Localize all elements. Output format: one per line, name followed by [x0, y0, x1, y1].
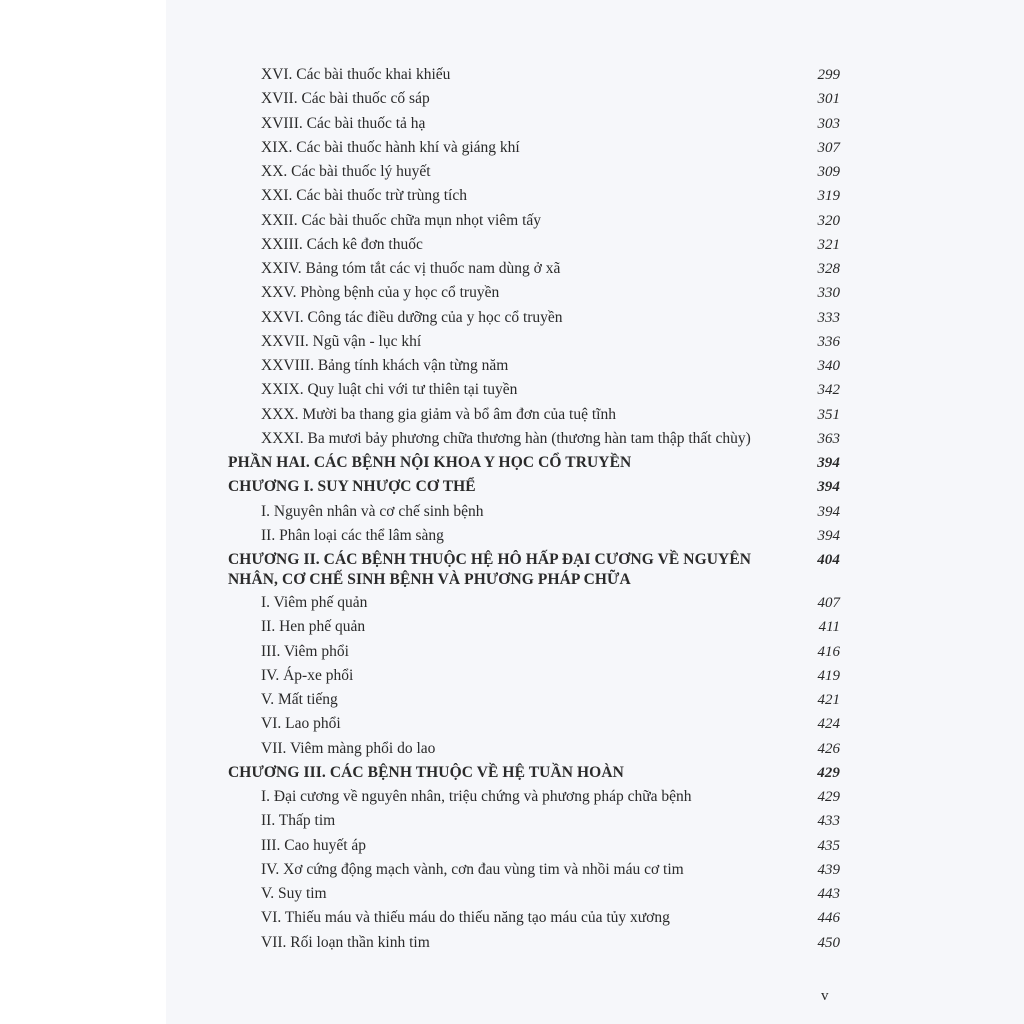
toc-entry-page: 394: [817, 479, 840, 496]
toc-entry: [228, 882, 840, 906]
toc-entry: [228, 87, 840, 111]
toc-entry-page: 321: [817, 236, 840, 253]
toc-heading: [228, 475, 840, 499]
toc-entry: [228, 306, 840, 330]
toc-entry-page: 443: [817, 886, 840, 902]
toc-entry: [228, 500, 840, 524]
toc-entry-page: 407: [817, 595, 840, 611]
toc-entry-title: CHƯƠNG II. CÁC BỆNH THUỘC HỆ HÔ HẤP ĐẠI CƯƠNG VỀ NGUYÊN NHÂN, CƠ CHẾ SINH BỆNH VÀ PHƯƠNG PHÁP CHỮA: [228, 551, 752, 588]
toc-entry-page: 433: [817, 813, 840, 830]
toc-entry-page: 450: [817, 934, 840, 951]
toc-entry-title: XXI. Các bài thuốc trừ trùng tích: [261, 187, 467, 205]
toc-entry: [228, 931, 840, 955]
toc-entry: [228, 858, 840, 882]
toc-entry: [228, 136, 840, 160]
toc-entry-title: XXV. Phòng bệnh của y học cổ truyền: [261, 284, 500, 302]
toc-entry: [228, 640, 840, 664]
toc-entry-title: V. Mất tiếng: [261, 691, 338, 708]
toc-entry: [228, 257, 840, 281]
toc-entry-title: V. Suy tim: [261, 885, 327, 902]
toc-entry-title: II. Thấp tim: [261, 812, 336, 830]
toc-entry-title: IV. Áp-xe phổi: [261, 666, 354, 684]
toc-entry-title: XXXI. Ba mươi bảy phương chữa thương hàn (thương hàn tam thập thất chùy): [261, 429, 751, 447]
toc-entry: [228, 664, 840, 688]
toc-entry-title: II. Phân loại các thể lâm sàng: [261, 526, 444, 544]
toc-entry-title: XX. Các bài thuốc lý huyết: [261, 163, 431, 180]
toc-entry-title: I. Đại cương về nguyên nhân, triệu chứng và phương pháp chữa bệnh: [261, 788, 692, 805]
toc-entry-page: 342: [817, 382, 840, 399]
toc-entry-title: VII. Rối loạn thần kinh tim: [261, 933, 430, 951]
toc-entry-page: 394: [817, 527, 840, 544]
toc-entry-title: XXIII. Cách kê đơn thuốc: [261, 235, 423, 253]
toc-entry-page: 394: [817, 503, 840, 520]
toc-entry-title: CHƯƠNG I. SUY NHƯỢC CƠ THỂ: [228, 478, 476, 496]
toc-entry: [228, 354, 840, 378]
toc-entry-title: XVIII. Các bài thuốc tả hạ: [261, 114, 426, 132]
toc-entry-title: XXX. Mười ba thang gia giảm và bổ âm đơn của tuệ tĩnh: [261, 405, 616, 423]
page-margin: [0, 0, 166, 1024]
toc-entry: [228, 63, 840, 87]
toc-entry-title: III. Viêm phổi: [261, 642, 349, 660]
toc-entry: [228, 112, 840, 136]
toc-entry-title: XXIV. Bảng tóm tắt các vị thuốc nam dùng ở xã: [261, 260, 561, 277]
toc-entry-page: 421: [817, 692, 840, 708]
toc-entry-title: I. Viêm phế quản: [261, 594, 368, 611]
toc-entry-page: 328: [817, 261, 840, 277]
toc-heading: [228, 451, 840, 475]
toc-entry-title: XVII. Các bài thuốc cố sáp: [261, 90, 430, 108]
toc-entry: [228, 524, 840, 548]
toc-heading: [228, 548, 840, 591]
toc-entry: [228, 209, 840, 233]
toc-entry-page: 299: [817, 67, 840, 83]
book-page: [166, 0, 1024, 1024]
toc-entry: [228, 591, 840, 615]
toc-entry-page: 435: [817, 837, 840, 854]
toc-entry: [228, 809, 840, 833]
toc-entry-title: II. Hen phế quản: [261, 618, 366, 636]
toc-entry-page: 319: [817, 188, 840, 205]
toc-entry: [228, 615, 840, 639]
table-of-contents: [228, 63, 840, 955]
toc-entry: [228, 281, 840, 305]
toc-entry-title: CHƯƠNG III. CÁC BỆNH THUỘC VỀ HỆ TUẦN HOÀN: [228, 763, 624, 781]
toc-entry-page: 330: [817, 285, 840, 302]
toc-entry-page: 416: [817, 643, 840, 660]
toc-entry-title: XXIX. Quy luật chi với tư thiên tại tuyền: [261, 381, 518, 399]
toc-entry-title: I. Nguyên nhân và cơ chế sinh bệnh: [261, 502, 484, 520]
toc-entry: [228, 233, 840, 257]
toc-entry-page: 351: [817, 406, 840, 423]
toc-entry-page: 301: [817, 91, 840, 108]
toc-entry: [228, 737, 840, 761]
toc-entry-title: IV. Xơ cứng động mạch vành, cơn đau vùng tim và nhồi máu cơ tim: [261, 860, 684, 878]
toc-heading: [228, 761, 840, 785]
page-number: v: [821, 988, 829, 1004]
toc-entry-page: 424: [817, 716, 840, 733]
toc-entry: [228, 378, 840, 402]
toc-entry-title: XXII. Các bài thuốc chữa mụn nhọt viêm tấy: [261, 211, 542, 229]
toc-entry-page: 446: [817, 910, 840, 927]
toc-entry-page: 309: [817, 164, 840, 180]
toc-entry: [228, 906, 840, 930]
toc-entry: [228, 785, 840, 809]
toc-entry-page: 429: [817, 764, 840, 781]
toc-entry-title: XIX. Các bài thuốc hành khí và giáng khí: [261, 138, 520, 156]
toc-entry-title: III. Cao huyết áp: [261, 836, 367, 854]
toc-entry: [228, 184, 840, 208]
toc-entry-page: 363: [817, 430, 840, 447]
toc-entry-page: 419: [817, 667, 840, 684]
toc-entry-title: VI. Thiếu máu và thiếu máu do thiếu năng tạo máu của tủy xương: [261, 909, 670, 927]
toc-entry-title: XXVIII. Bảng tính khách vận từng năm: [261, 357, 509, 374]
toc-entry-title: XXVI. Công tác điều dưỡng của y học cổ truyền: [261, 308, 563, 326]
toc-entry-title: PHẦN HAI. CÁC BỆNH NỘI KHOA Y HỌC CỔ TRUYỀN: [228, 454, 632, 471]
toc-entry: [228, 712, 840, 736]
toc-entry: [228, 688, 840, 712]
toc-entry-page: 320: [817, 212, 840, 229]
toc-entry-page: 411: [818, 619, 840, 636]
toc-entry-title: VI. Lao phổi: [261, 715, 341, 733]
toc-entry-page: 394: [817, 455, 840, 471]
toc-entry: [228, 834, 840, 858]
toc-entry-page: 439: [817, 861, 840, 878]
toc-entry-page: 426: [817, 740, 840, 757]
toc-entry-title: XXVII. Ngũ vận - lục khí: [261, 332, 422, 350]
toc-entry-page: 303: [817, 115, 840, 132]
toc-entry: [228, 160, 840, 184]
toc-entry-page: 307: [817, 139, 840, 156]
toc-entry-page: 340: [817, 358, 840, 374]
toc-entry-page: 333: [817, 309, 840, 326]
toc-entry-page: 429: [817, 789, 840, 805]
toc-entry-title: VII. Viêm màng phổi do lao: [261, 739, 436, 757]
toc-entry-page: 336: [817, 333, 840, 350]
toc-entry-title: XVI. Các bài thuốc khai khiếu: [261, 66, 451, 83]
toc-entry: [228, 403, 840, 427]
toc-entry: [228, 330, 840, 354]
toc-entry-page: 404: [817, 552, 840, 568]
toc-entry: [228, 427, 840, 451]
